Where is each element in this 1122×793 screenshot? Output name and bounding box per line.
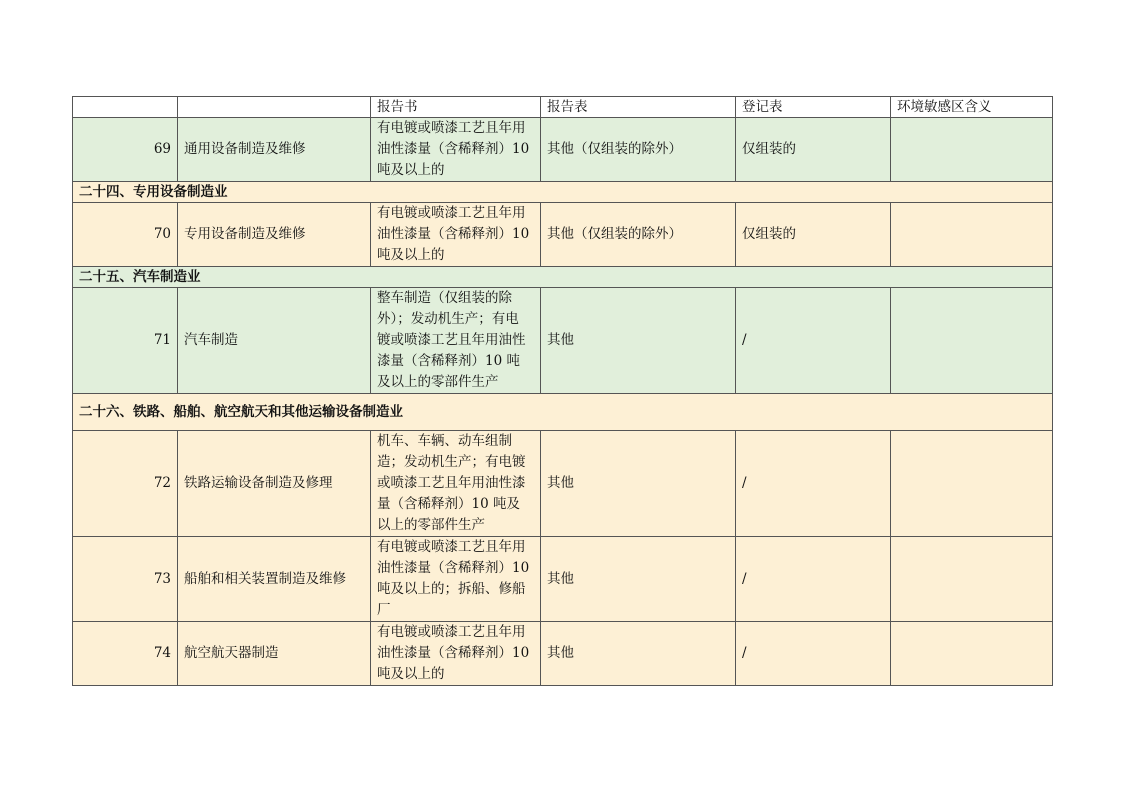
report-book-cell xyxy=(371,431,541,537)
report-book-line: 外）；发动机生产；有电 xyxy=(377,311,519,327)
report-book-cell xyxy=(371,203,541,267)
registration-form-cell: / xyxy=(736,431,891,537)
report-book-line: 油性漆量（含稀释剂）10 xyxy=(377,226,530,242)
report-book-cell xyxy=(371,537,541,622)
registration-form-cell: / xyxy=(736,622,891,686)
report-book-line: 漆量（含稀释剂）10 吨 xyxy=(377,353,520,369)
table-row xyxy=(73,537,1053,622)
report-book-line: 有电镀或喷漆工艺且年用 xyxy=(377,120,526,136)
report-book-line: 吨及以上的 xyxy=(377,162,445,178)
header-cell-report-form: 报告表 xyxy=(541,97,736,118)
table-body xyxy=(73,97,1053,686)
category-name-cell: 船舶和相关装置制造及维修 xyxy=(178,537,371,622)
table-row xyxy=(73,118,1053,182)
sensitive-area-cell xyxy=(891,537,1053,622)
registration-form-cell: / xyxy=(736,288,891,394)
sensitive-area-cell xyxy=(891,288,1053,394)
header-cell-no xyxy=(73,97,178,118)
section-row xyxy=(73,394,1053,431)
report-book-line: 油性漆量（含稀释剂）10 xyxy=(377,645,530,661)
report-form-cell: 其他 xyxy=(541,288,736,394)
table-row xyxy=(73,203,1053,267)
category-name-cell: 汽车制造 xyxy=(178,288,371,394)
table-header-row xyxy=(73,97,1053,118)
section-title: 二十四、专用设备制造业 xyxy=(73,182,1053,203)
item-number-cell: 74 xyxy=(73,622,178,686)
report-book-line: 吨及以上的 xyxy=(377,247,445,263)
report-book-line: 整车制造（仅组装的除 xyxy=(377,290,512,306)
report-book-line: 厂 xyxy=(377,602,391,618)
classification-table xyxy=(72,96,1053,686)
report-book-line: 油性漆量（含稀释剂）10 xyxy=(377,141,530,157)
report-book-cell xyxy=(371,622,541,686)
report-form-cell: 其他 xyxy=(541,431,736,537)
table-row xyxy=(73,288,1053,394)
report-book-line: 机车、车辆、动车组制 xyxy=(377,433,512,449)
category-name-cell: 通用设备制造及维修 xyxy=(178,118,371,182)
header-cell-sensitive-area: 环境敏感区含义 xyxy=(891,97,1053,118)
report-book-line: 或喷漆工艺且年用油性漆 xyxy=(377,475,526,491)
header-cell-report-book: 报告书 xyxy=(371,97,541,118)
table-row xyxy=(73,622,1053,686)
category-name-cell: 铁路运输设备制造及修理 xyxy=(178,431,371,537)
sensitive-area-cell xyxy=(891,203,1053,267)
sensitive-area-cell xyxy=(891,622,1053,686)
report-book-line: 造；发动机生产；有电镀 xyxy=(377,454,526,470)
report-form-cell: 其他（仅组装的除外） xyxy=(541,118,736,182)
report-form-cell: 其他 xyxy=(541,622,736,686)
report-book-line: 量（含稀释剂）10 吨及 xyxy=(377,496,520,512)
sensitive-area-cell xyxy=(891,431,1053,537)
item-number-cell: 69 xyxy=(73,118,178,182)
item-number-cell: 71 xyxy=(73,288,178,394)
report-book-line: 及以上的零部件生产 xyxy=(377,374,499,390)
section-title: 二十六、铁路、船舶、航空航天和其他运输设备制造业 xyxy=(73,394,1053,431)
report-book-line: 吨及以上的；拆船、修船 xyxy=(377,581,526,597)
item-number-cell: 70 xyxy=(73,203,178,267)
section-title: 二十五、汽车制造业 xyxy=(73,267,1053,288)
report-book-line: 有电镀或喷漆工艺且年用 xyxy=(377,624,526,640)
report-book-line: 镀或喷漆工艺且年用油性 xyxy=(377,332,526,348)
report-book-line: 油性漆量（含稀释剂）10 xyxy=(377,560,530,576)
report-book-cell xyxy=(371,118,541,182)
report-book-cell xyxy=(371,288,541,394)
header-cell-category xyxy=(178,97,371,118)
category-name-cell: 专用设备制造及维修 xyxy=(178,203,371,267)
header-cell-registration-form: 登记表 xyxy=(736,97,891,118)
section-row xyxy=(73,182,1053,203)
report-book-line: 以上的零部件生产 xyxy=(377,517,485,533)
registration-form-cell: 仅组装的 xyxy=(736,118,891,182)
item-number-cell: 73 xyxy=(73,537,178,622)
report-form-cell: 其他 xyxy=(541,537,736,622)
section-row xyxy=(73,267,1053,288)
report-book-line: 有电镀或喷漆工艺且年用 xyxy=(377,205,526,221)
item-number-cell: 72 xyxy=(73,431,178,537)
category-name-cell: 航空航天器制造 xyxy=(178,622,371,686)
registration-form-cell: 仅组装的 xyxy=(736,203,891,267)
report-book-line: 吨及以上的 xyxy=(377,666,445,682)
report-book-line: 有电镀或喷漆工艺且年用 xyxy=(377,539,526,555)
table-row xyxy=(73,431,1053,537)
sensitive-area-cell xyxy=(891,118,1053,182)
report-form-cell: 其他（仅组装的除外） xyxy=(541,203,736,267)
registration-form-cell: / xyxy=(736,537,891,622)
